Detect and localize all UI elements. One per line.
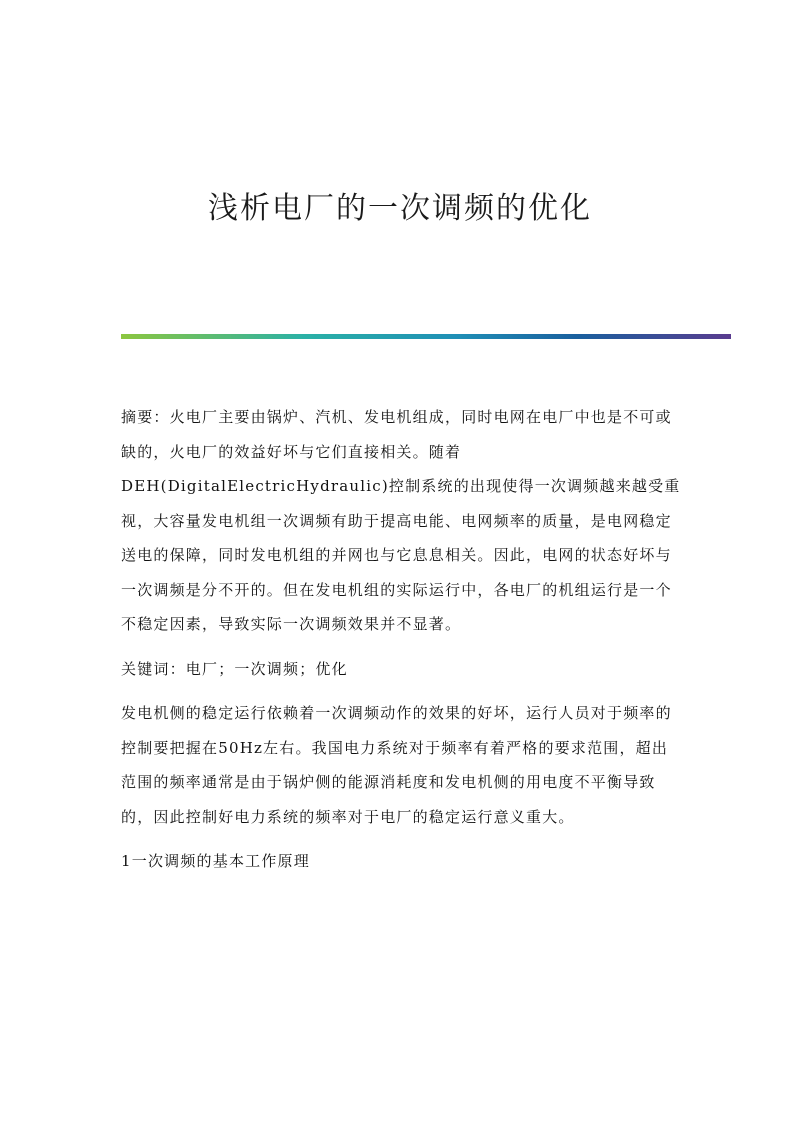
title-divider	[121, 334, 731, 339]
section-heading: 1一次调频的基本工作原理	[121, 852, 310, 870]
abstract-paragraph-1: 摘要：火电厂主要由锅炉、汽机、发电机组成，同时电网在电厂中也是不可或缺的，火电厂的效益好坏与它们直接相关。随着	[121, 408, 672, 461]
keywords-paragraph: 关键词：电厂；一次调频；优化	[121, 659, 348, 678]
body-paragraph: 发电机侧的稳定运行依赖着一次调频动作的效果的好坏，运行人员对于频率的控制要把握在50Hz左右。我国电力系统对于频率有着严格的要求范围，超出范围的频率通常是由于锅炉侧的能源消耗度和发电机侧的用电度不平衡导致的，因此控制好电力系统的频率对于电厂的稳定运行意义重大。	[121, 704, 672, 826]
abstract-paragraph-2: DEH(DigitalElectricHydraulic)控制系统的出现使得一次调频越来越受重视，大容量发电机组一次调频有助于提高电能、电网频率的质量，是电网稳定送电的保障，同时发电机组的并网也与它息息相关。因此，电网的状态好坏与一次调频是分不开的。但在发电机组的实际运行中，各电厂的机组运行是一个不稳定因素，导致实际一次调频效果并不显著。	[121, 477, 681, 633]
document-title: 浅析电厂的一次调频的优化	[208, 191, 592, 226]
document-body	[121, 400, 681, 879]
